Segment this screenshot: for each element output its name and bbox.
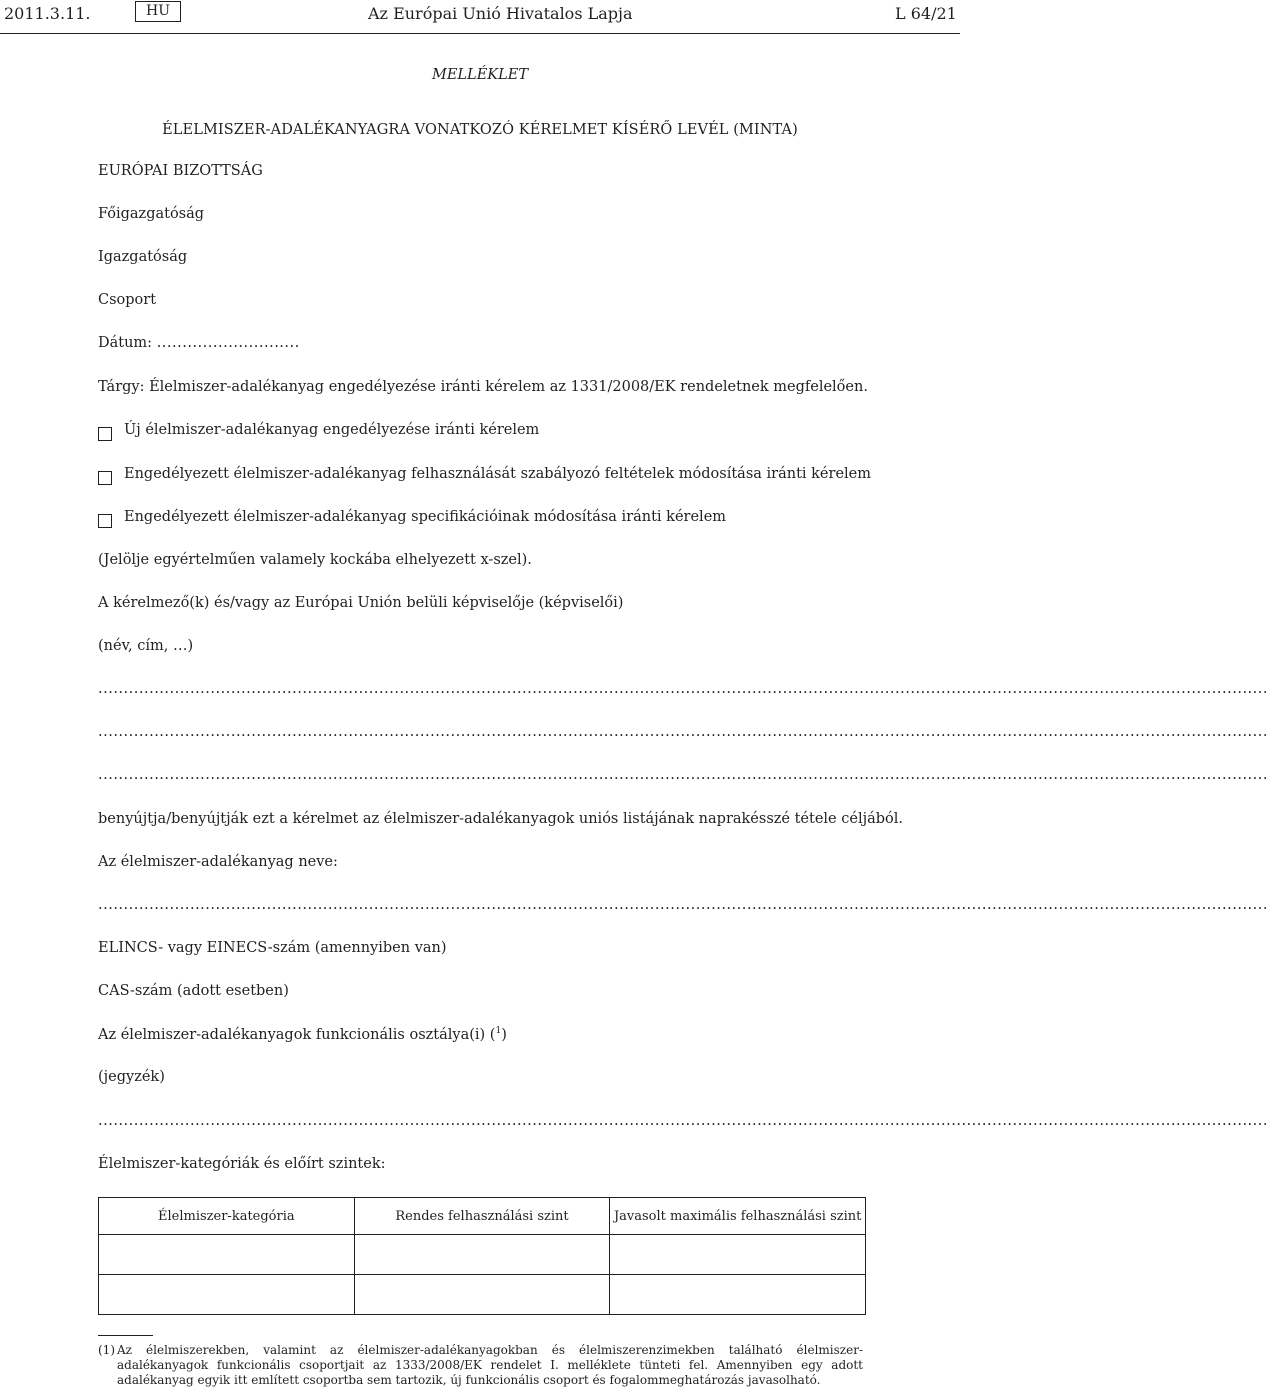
fill-line-additive-name[interactable]: .....................................................................................................................................................................................................................................	[98, 897, 1268, 913]
table-header-row	[99, 1198, 866, 1235]
footnote-number: (1)	[98, 1343, 115, 1357]
applicant-label: A kérelmező(k) és/vagy az Európai Unión belüli képviselője (képviselői)	[98, 595, 624, 611]
footnote-reference: 1	[495, 1026, 502, 1036]
food-categories-table	[98, 1197, 866, 1315]
header-date: 2011.3.11.	[4, 4, 91, 23]
option-conditions-change: Engedélyezett élelmiszer-adalékanyag felhasználását szabályozó feltételek módosítása iránti kérelem	[124, 466, 871, 482]
dg-label: Főigazgatóság	[98, 206, 205, 222]
option-new-additive: Új élelmiszer-adalékanyag engedélyezése iránti kérelem	[124, 422, 540, 438]
cas-label: CAS-szám (adott esetben)	[98, 983, 289, 999]
marking-instruction: (Jelölje egyértelműen valamely kockába elhelyezett x-szel).	[98, 552, 532, 568]
option-specification-change: Engedélyezett élelmiszer-adalékanyag specifikációinak módosítása iránti kérelem	[124, 509, 727, 525]
list-label: (jegyzék)	[98, 1069, 165, 1085]
table-header-normal-level: Rendes felhasználási szint	[354, 1198, 610, 1235]
subject-line: Tárgy: Élelmiszer-adalékanyag engedélyezése iránti kérelem az 1331/2008/EK rendeletnek megfelelően.	[98, 379, 868, 395]
table-header-max-level: Javasolt maximális felhasználási szint	[610, 1198, 866, 1235]
table-row	[99, 1235, 866, 1275]
table-header-category: Élelmiszer-kategória	[99, 1198, 355, 1235]
table-cell[interactable]	[354, 1275, 610, 1315]
fill-line-list[interactable]: .....................................................................................................................................................................................................................................	[98, 1113, 1268, 1129]
fill-line-1[interactable]: .....................................................................................................................................................................................................................................	[98, 681, 1268, 697]
functional-class-end: )	[501, 1026, 507, 1043]
submission-statement: benyújtja/benyújtják ezt a kérelmet az élelmiszer-adalékanyagok uniós listájának naprakésszé tétele céljából.	[98, 811, 903, 827]
elincs-label: ELINCS- vagy EINECS-szám (amennyiben van)	[98, 940, 447, 956]
journal-title: Az Európai Unió Hivatalos Lapja	[368, 4, 633, 23]
language-code-box: HU	[135, 1, 181, 22]
functional-class-line	[98, 1026, 507, 1043]
table-cell[interactable]	[610, 1235, 866, 1275]
page-number: L 64/21	[895, 4, 957, 23]
unit-label: Csoport	[98, 292, 157, 308]
date-line	[98, 335, 300, 351]
fill-line-2[interactable]: .....................................................................................................................................................................................................................................	[98, 724, 1268, 740]
footnote-text: Az élelmiszerekben, valamint az élelmiszer-adalékanyagokban és élelmiszerenzimekben található élelmiszer-adalékanyagok funkcionális csoportjait az 1333/2008/EK rendelet I. melléklete tünteti fel. Amennyiben egy adott adalékanyag egyik itt említett csoportba sem tartozik, új funkcionális csoport és fogalommeghatározás javasolható.	[117, 1343, 863, 1387]
table-row	[99, 1275, 866, 1315]
table-cell[interactable]	[610, 1275, 866, 1315]
date-label: Dátum:	[98, 335, 157, 351]
directorate-label: Igazgatóság	[98, 249, 188, 265]
document-title: ÉLELMISZER-ADALÉKANYAGRA VONATKOZÓ KÉRELMET KÍSÉRŐ LEVÉL (MINTA)	[162, 122, 798, 138]
table-cell[interactable]	[354, 1235, 610, 1275]
categories-label: Élelmiszer-kategóriák és előírt szintek:	[98, 1156, 386, 1172]
date-fill-dots: ............................	[156, 335, 300, 351]
checkbox-new-additive[interactable]	[98, 427, 112, 441]
commission-label: EURÓPAI BIZOTTSÁG	[98, 163, 263, 179]
footnote-divider	[98, 1335, 153, 1336]
table-cell[interactable]	[99, 1235, 355, 1275]
fill-line-3[interactable]: .....................................................................................................................................................................................................................................	[98, 767, 1268, 783]
checkbox-conditions-change[interactable]	[98, 471, 112, 485]
table-cell[interactable]	[99, 1275, 355, 1315]
checkbox-specification-change[interactable]	[98, 514, 112, 528]
additive-name-label: Az élelmiszer-adalékanyag neve:	[98, 854, 338, 870]
header-divider	[0, 33, 960, 34]
name-address-label: (név, cím, …)	[98, 638, 194, 654]
functional-class-label: Az élelmiszer-adalékanyagok funkcionális osztálya(i) (	[98, 1026, 496, 1043]
annex-label: MELLÉKLET	[432, 67, 528, 83]
